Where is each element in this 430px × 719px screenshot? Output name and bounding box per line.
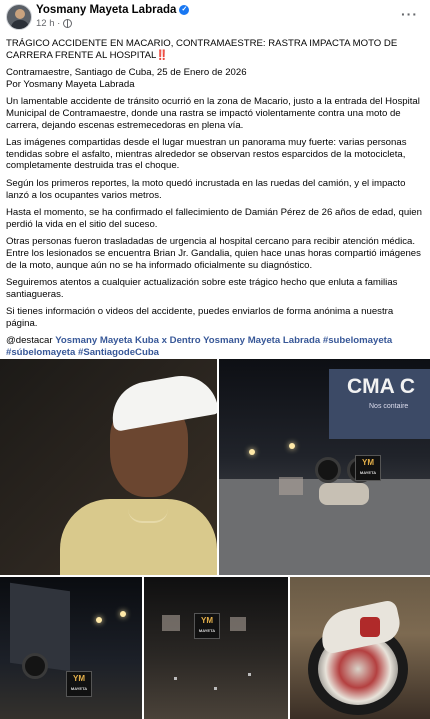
post-body [6, 38, 424, 365]
byline: Por Yosmany Mayeta Labrada [6, 78, 135, 90]
debris [174, 677, 177, 680]
paragraph: Un lamentable accidente de tránsito ocurrió en la zona de Macario, justo a la entrada del Hospital Municipal de Contramaestre, donde una rastra se impactó violentamente contra una moto de carrera, dejando escenas estremecedoras en plena vía. [6, 96, 420, 131]
photo-wrecked-moto[interactable] [290, 577, 430, 719]
street-light [289, 443, 295, 449]
paragraph: Hasta el momento, se ha confirmado el fallecimiento de Damián Pérez de 26 años de edad, quien perdió la vida en el sitio del suceso. [6, 207, 422, 230]
blurred-area [230, 617, 246, 631]
globe-icon [63, 19, 72, 28]
post-header [0, 0, 430, 36]
truck-wheel [22, 653, 48, 679]
verified-icon: ✓ [179, 5, 189, 15]
mention-prefix[interactable]: @destacar [6, 335, 53, 347]
watermark-subtext: MAYETA [359, 470, 377, 475]
street-light [120, 611, 126, 617]
photo-cap [107, 370, 217, 432]
street-light [96, 617, 102, 623]
street-light [249, 449, 255, 455]
hashtag-links[interactable]: #súbelomayeta #SantiagodeCuba [6, 347, 160, 359]
moto-red-panel [360, 617, 380, 637]
photo-truck-scene[interactable] [219, 359, 430, 575]
truck-wheel [315, 457, 341, 483]
debris [214, 687, 217, 690]
watermark-logo [194, 613, 220, 639]
paragraph: Seguiremos atentos a cualquier actualización sobre este trágico hecho que enluta a familias santiagueras. [6, 277, 398, 300]
debris [248, 673, 251, 676]
headline-text: TRÁGICO ACCIDENTE EN MACARIO, CONTRAMAESTRE: RASTRA IMPACTA MOTO DE CARRERA FRENTE AL HOSPITAL [6, 38, 398, 61]
more-options-icon[interactable]: ··· [401, 6, 418, 22]
paragraph: Las imágenes compartidas desde el lugar muestran un panorama muy fuerte: varias personas tendidas sobre el asfalto, mientras alrededor se observan restos esparcidos de la motocicleta, completamente destruida tras el choque. [6, 137, 407, 172]
post-meta [36, 18, 72, 29]
watermark-text: YM [73, 674, 85, 683]
post-time[interactable]: 12 h · [36, 18, 61, 29]
avatar[interactable] [6, 4, 32, 30]
watermark-logo [66, 671, 92, 697]
photo-grid [0, 359, 430, 719]
watermark-subtext: MAYETA [70, 686, 88, 691]
author-name[interactable]: Yosmany Mayeta Labrada [36, 4, 177, 16]
blurred-area [162, 615, 180, 631]
headline-mark: ‼️ [156, 49, 169, 61]
watermark-subtext: MAYETA [198, 628, 216, 633]
tags-line [6, 335, 424, 347]
blurred-area [279, 477, 303, 495]
headline [6, 38, 424, 61]
paragraph: Otras personas fueron trasladadas de urgencia al hospital cercano para recibir atención médica. Entre los lesionados se encuentra Brian Jr. Gandalia, quien hace unas horas compartió imágenes de la moto, aunque aún no se ha informado oficialmente su diagnóstico. [6, 236, 421, 271]
moto-debris [319, 483, 369, 505]
photo-night-road[interactable] [0, 577, 142, 719]
watermark-logo [355, 455, 381, 481]
truck-sublettering: Nos contaire [369, 403, 409, 410]
avatar-head [15, 9, 25, 19]
watermark-text: YM [201, 616, 213, 625]
tag-links[interactable]: Yosmany Mayeta Kuba x Dentro Yosmany Mayeta Labrada #subelomayeta [55, 335, 393, 347]
photo-debris[interactable] [144, 577, 288, 719]
author-row [36, 4, 189, 16]
dateline: Contramaestre, Santiago de Cuba, 25 de Enero de 2026 [6, 67, 247, 79]
paragraph: Según los primeros reportes, la moto quedó incrustada en las ruedas del camión, y el impacto lanzó a los ocupantes varios metros. [6, 177, 406, 201]
watermark-text: YM [362, 458, 374, 467]
truck-lettering: CMA C [347, 375, 416, 398]
avatar-body [11, 20, 29, 30]
photo-portrait[interactable] [0, 359, 217, 575]
paragraph: Si tienes información o videos del accidente, puedes enviarlos de forma anónima a nuestra página. [6, 306, 394, 329]
